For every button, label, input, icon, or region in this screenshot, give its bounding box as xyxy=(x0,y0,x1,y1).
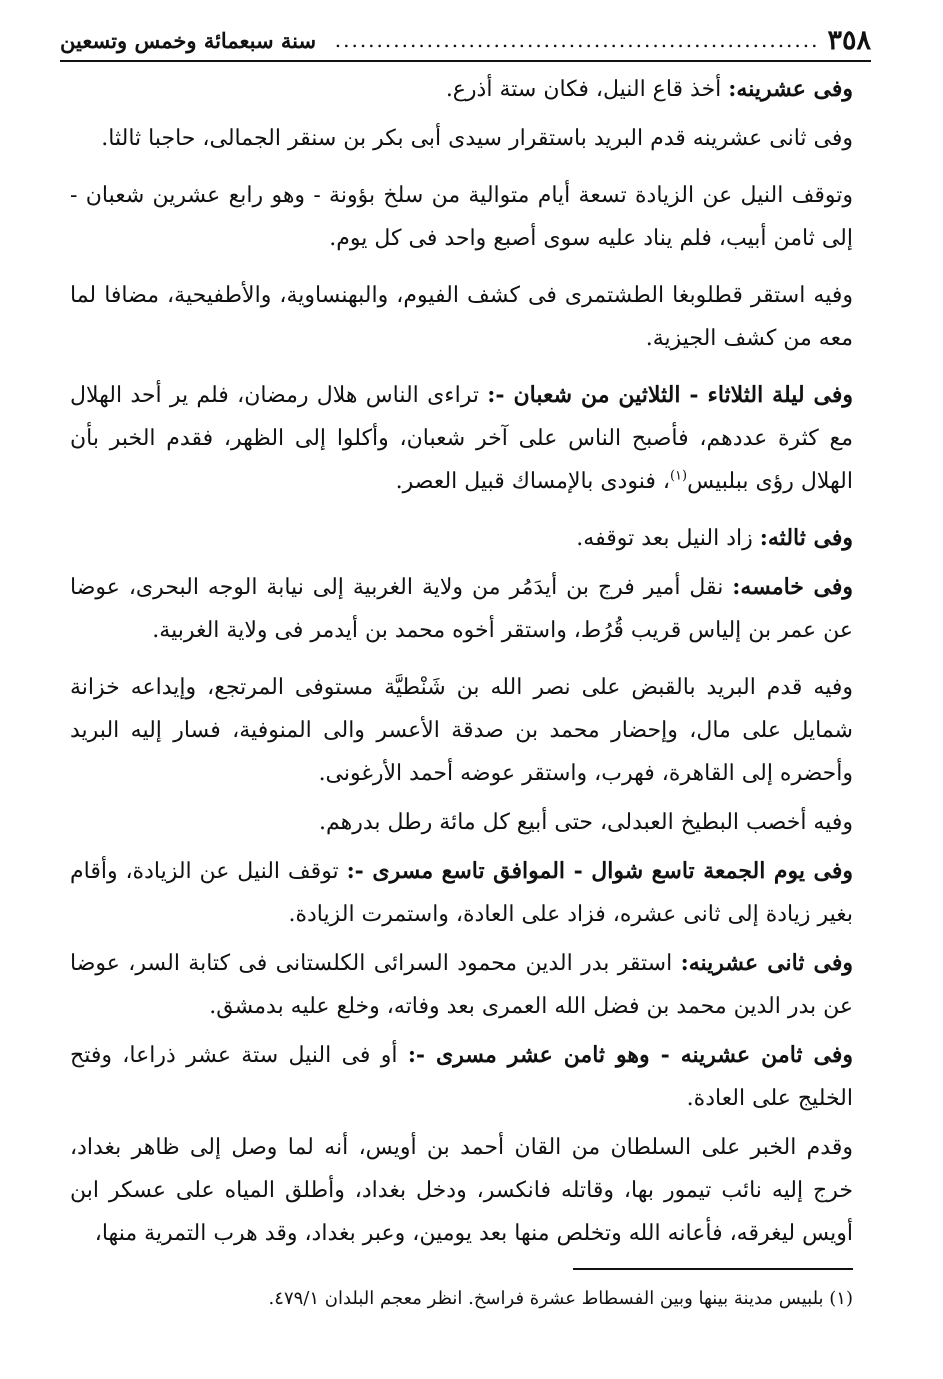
paragraph-lead: وفى ثالثه: xyxy=(759,525,853,551)
paragraph-lead: وفى يوم الجمعة تاسع شوال - الموافق تاسع مسرى -: xyxy=(346,858,854,884)
body-text xyxy=(70,68,853,1269)
paragraph xyxy=(70,1126,853,1255)
footnote-reference[interactable]: (١) xyxy=(669,468,688,484)
paragraph xyxy=(70,274,853,360)
paragraph-text: وقدم الخبر على السلطان من القان أحمد بن أويس، أنه لما وصل إلى ظاهر بغداد، خرج إليه نائب تيمور بها، وقاتله فانكسر، ودخل بغداد، وأطلق المياه على عسكر ابن أويس ليغرقه، فأعانه الله وتخلص منها بعد يومين، وعبر بغداد، وقد هرب التمرية منها، xyxy=(70,1135,853,1246)
paragraph-text: توقف النيل عن الزيادة، وأقام بغير زيادة إلى ثانى عشره، فزاد على العادة، واستمرت الزيادة. xyxy=(70,859,853,927)
running-title: سنة سبعمائة وخمس وتسعين xyxy=(60,27,317,53)
paragraph-text-continued: ، فنودى بالإمساك قبيل العصر. xyxy=(395,469,670,494)
paragraph-text: تراءى الناس هلال رمضان، فلم ير أحد الهلال مع كثرة عددهم، فأصبح الناس على آخر شعبان، وأكلوا إلى الظهر، فقدم الخبر بأن الهلال رؤى ببلبيس xyxy=(70,383,853,494)
leader-dots: .......................................................... xyxy=(334,28,820,52)
paragraph-text: زاد النيل بعد توقفه. xyxy=(576,526,760,551)
paragraph-text: وفيه قدم البريد بالقبض على نصر الله بن شَنْطيَّة مستوفى المرتجع، وإيداعه خزانة شمايل على مال، وإحضار محمد بن صدقة الأعسر والى المنوفية، فسار إليه البريد وأحضره إلى القاهرة، فهرب، واستقر عوضه أحمد الأرغونى. xyxy=(70,675,853,786)
paragraph xyxy=(70,1034,853,1120)
paragraph-text: نقل أمير فرج بن أيدَمُر من ولاية الغربية إلى نيابة الوجه البحرى، عوضا عن عمر بن إلياس قريب قُرُط، واستقر أخوه محمد بن أيدمر فى ولاية الغربية. xyxy=(70,575,853,643)
paragraph xyxy=(70,174,853,260)
paragraph xyxy=(70,801,853,844)
paragraph-lead: وفى ليلة الثلاثاء - الثلاثين من شعبان -: xyxy=(487,382,854,408)
paragraph xyxy=(70,374,853,503)
paragraph-text: وفى ثانى عشرينه قدم البريد باستقرار سيدى أبى بكر بن سنقر الجمالى، حاجبا ثالثا. xyxy=(101,126,853,151)
paragraph-lead: وفى عشرينه: xyxy=(728,76,853,102)
paragraph xyxy=(70,68,853,111)
paragraph-lead: وفى ثانى عشرينه: xyxy=(680,950,853,976)
paragraph-text: وفيه استقر قطلوبغا الطشتمرى فى كشف الفيوم، والبهنساوية، والأطفيحية، مضافا لما معه من كشف الجيزية. xyxy=(70,283,853,351)
paragraph-lead: وفى خامسه: xyxy=(732,574,854,600)
paragraph-text: وتوقف النيل عن الزيادة تسعة أيام متوالية من سلخ بؤونة - وهو رابع عشرين شعبان - إلى ثامن أبيب، فلم يناد عليه سوى أصبع واحد فى كل يوم. xyxy=(70,183,853,251)
paragraph-text: أو فى النيل ستة عشر ذراعا، وفتح الخليج على العادة. xyxy=(70,1043,853,1111)
footnote-divider xyxy=(573,1268,853,1270)
page-number: ٣٥٨ xyxy=(827,24,871,56)
paragraph xyxy=(70,566,853,652)
paragraph-text: أخذ قاع النيل، فكان ستة أذرع. xyxy=(445,77,729,102)
running-head xyxy=(60,20,871,62)
paragraph-text: وفيه أخصب البطيخ العبدلى، حتى أبيع كل مائة رطل بدرهم. xyxy=(318,810,853,835)
footnote: (١) بلبيس مدينة بينها وبين الفسطاط عشرة فراسخ. انظر معجم البلدان ٤٧٩/١. xyxy=(268,1288,853,1309)
paragraph xyxy=(70,942,853,1028)
paragraph xyxy=(70,666,853,795)
paragraph xyxy=(70,517,853,560)
paragraph xyxy=(70,850,853,936)
paragraph xyxy=(70,117,853,160)
paragraph-text: استقر بدر الدين محمود السرائى الكلستانى فى كتابة السر، عوضا عن بدر الدين محمد بن فضل الله العمرى بعد وفاته، وخلع عليه بدمشق. xyxy=(70,951,853,1019)
paragraph-lead: وفى ثامن عشرينه - وهو ثامن عشر مسرى -: xyxy=(407,1042,853,1068)
